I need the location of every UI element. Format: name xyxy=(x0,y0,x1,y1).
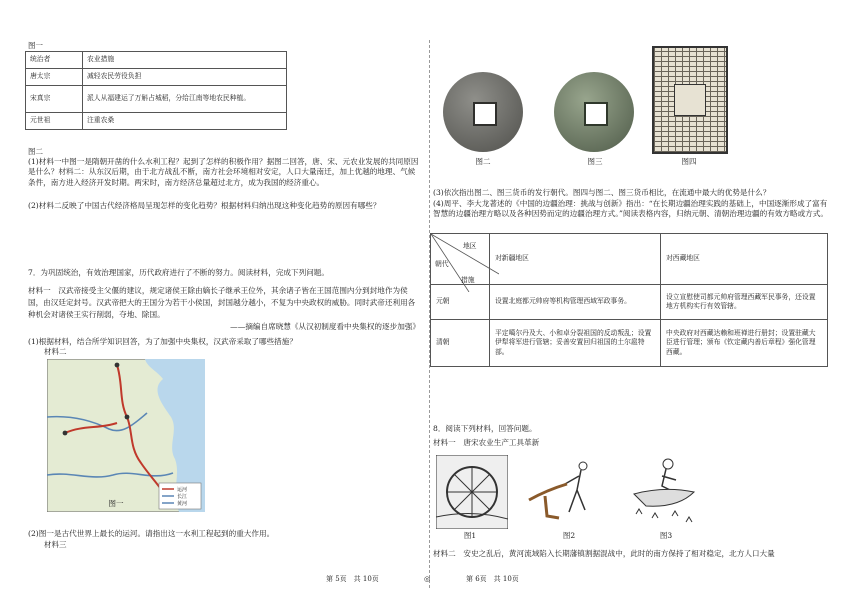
table-row xyxy=(26,69,287,86)
table-cell: 注重农桑 xyxy=(83,113,287,130)
table-cell: 设置北庭都元帅府等机构管理西域军政事务。 xyxy=(490,285,661,320)
page-number-left: 第 5页 共 10页 xyxy=(326,575,379,583)
city-marker xyxy=(115,363,120,368)
table-cell: 元世祖 xyxy=(26,113,83,130)
diagonal-header-cell xyxy=(431,234,490,285)
question-6-2: (2)材料二反映了中国古代经济格局呈现怎样的变化趋势？根据材料归纳出现这种变化趋势的原因有哪些？ xyxy=(28,201,381,210)
question-8-material-1: 材料一 唐宋农业生产工具革新 xyxy=(433,438,540,447)
table-cell: 清朝 xyxy=(431,320,490,367)
figure-caption: 图四 xyxy=(681,157,697,166)
corner-label-dynasty: 朝代 xyxy=(435,260,449,268)
table-cell: 唐太宗 xyxy=(26,69,83,86)
page-separator: ◎ xyxy=(424,575,431,583)
table-cell: 减轻农民劳役负担 xyxy=(83,69,287,86)
question-6-1: (1)材料一中图一是隋朝开凿的什么水利工程？起到了怎样的积极作用？据图二回答，唐、宋、元农业发展的共同原因是什么？材料二：从东汉后期，由于北方战乱不断，南方社会环境相对安定，人口大量南迁，加上优越的地理、气候条件，南方进入经济开发时期。两宋时，南方经济总量超过北方，成为我国的经济重心。 xyxy=(28,157,419,187)
coin-hole xyxy=(473,102,497,126)
table-row xyxy=(26,113,287,130)
figure-2-label: 图二 xyxy=(28,147,43,156)
grand-canal-map xyxy=(47,359,205,512)
table-cell: 设立宣慰使司都元帅府管理西藏军民事务，还设置地方机构实行有效管辖。 xyxy=(661,285,828,320)
paper-money-image xyxy=(652,46,728,154)
table-header: 对西藏地区 xyxy=(661,234,828,285)
table-row xyxy=(431,320,828,367)
city-marker xyxy=(63,431,68,436)
curved-plough-image xyxy=(525,460,613,528)
waterwheel-image xyxy=(436,455,508,529)
table-cell: 农业措施 xyxy=(83,52,287,69)
agriculture-measures-table xyxy=(25,51,287,130)
figure-caption: 图二 xyxy=(475,157,491,166)
legend-label: 长江 xyxy=(177,494,188,500)
city-marker xyxy=(125,415,130,420)
table-row xyxy=(26,52,287,69)
table-cell: 中央政府对西藏达赖和班禅进行册封；设置驻藏大臣进行管理；颁布《钦定藏内善后章程》强化管理西藏。 xyxy=(661,320,828,367)
page-number-right: 第 6页 共 10页 xyxy=(466,575,519,583)
banknote-center-panel xyxy=(674,84,706,116)
legend-label: 运河 xyxy=(177,487,188,493)
material-3-label: 材料三 xyxy=(44,540,67,549)
figure-caption: 图1 xyxy=(463,531,477,540)
table-cell: 平定噶尔丹及大、小和卓分裂祖国的反动叛乱；设置伊犁将军进行管辖；妥善安置回归祖国的土尔扈特部。 xyxy=(490,320,661,367)
coin-image xyxy=(554,72,634,152)
seedling-horse-image xyxy=(628,456,700,530)
table-cell: 宋真宗 xyxy=(26,86,83,113)
corner-label-region: 地区 xyxy=(463,242,477,250)
map-caption: 图一 xyxy=(108,499,124,508)
table-row xyxy=(26,86,287,113)
table-cell: 元朝 xyxy=(431,285,490,320)
question-7-material-1: 材料一 汉武帝接受主父偃的建议，规定诸侯王除由嫡长子继承王位外，其余诸子皆在王国范围内分到封地作为侯国，由汉廷定封号。汉武帝把大的王国分为若干小侯国，封国越分越小，不复为中央政权的威胁。同时武帝还利用各种机会对诸侯王实行削弱，夺地、除国。 xyxy=(28,286,416,320)
coin-image xyxy=(443,72,523,152)
table-header: 对新疆地区 xyxy=(490,234,661,285)
question-7-4: (4)周平、李大龙著述的《中国的边疆治理：挑战与创新》指出：“在长期边疆治理实践的基础上，中国逐渐形成了富有智慧的边疆治理方略以及各种因势而定的边疆治理方式。”阅读表格内容，归纳元朝、清朝治理边疆的有效方略或方式。 xyxy=(433,199,828,219)
coin-hole xyxy=(584,102,608,126)
border-governance-table xyxy=(430,233,828,367)
figure-caption: 图2 xyxy=(562,531,576,540)
question-8-title: 8．阅读下列材料，回答问题。 xyxy=(433,424,537,433)
corner-label-measure: 措施 xyxy=(461,276,475,284)
question-7-title: 7．为巩固统治，有效治理国家，历代政府进行了不断的努力。阅读材料，完成下列问题。 xyxy=(28,268,329,277)
material-2-label: 材料二 xyxy=(44,347,67,356)
table-cell: 派人从福建运了万斛占城稻，分给江南等地农民种植。 xyxy=(83,86,287,113)
material-source: ——摘编自席晓慧《从汉初制度看中央集权的逐步加强》 xyxy=(230,322,420,331)
question-7-2: (2)图一是古代世界上最长的运河。请指出这一水利工程起到的重大作用。 xyxy=(28,529,275,538)
figure-caption: 图3 xyxy=(659,531,673,540)
question-7-3: (3)依次指出图二、图三货币的发行朝代。图四与图二、图三货币相比，在流通中最大的优势是什么？ xyxy=(433,188,771,197)
question-8-material-2: 材料二 安史之乱后，黄河流域陷入长期藩镇割据混战中，此时的南方保持了相对稳定，北方人口大量 xyxy=(433,549,775,558)
table-cell: 统治者 xyxy=(26,52,83,69)
question-7-1: (1)根据材料，结合所学知识回答，为了加强中央集权，汉武帝采取了哪些措施？ xyxy=(28,337,297,346)
table-header-row xyxy=(431,234,828,285)
figure-1-label: 图一 xyxy=(28,41,43,50)
legend-label: 黄河 xyxy=(177,501,188,507)
figure-caption: 图三 xyxy=(587,157,603,166)
